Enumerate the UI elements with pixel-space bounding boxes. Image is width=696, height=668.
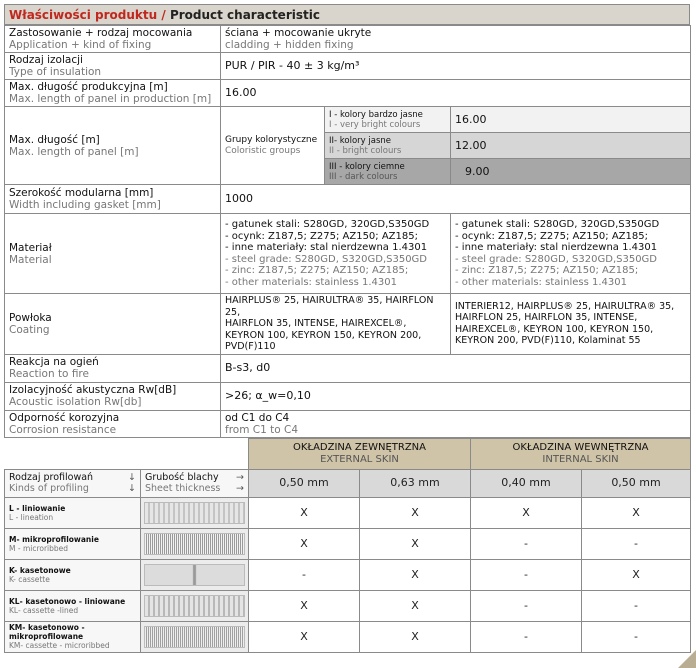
profile-row bbox=[5, 497, 691, 528]
profile-row bbox=[5, 528, 691, 559]
profile-image-km bbox=[141, 621, 249, 652]
value-coating-internal: INTERIER12, HAIRPLUS® 25, HAIRULTRA® 35, HAIRFLON 25, HAIRFLON 35, INTENSE, HAIREXCEL®, KEYRON 100, KEYRON 150, KEYRON 200, PVD(F)110, Kolaminat 55 bbox=[451, 294, 691, 355]
label-material: Materiał Material bbox=[5, 214, 221, 294]
skin-header-row bbox=[5, 438, 691, 469]
profile-row bbox=[5, 621, 691, 652]
profile-image-l bbox=[141, 497, 249, 528]
profile-label: L - liniowanie L - lineation bbox=[5, 497, 141, 528]
header-separator: / bbox=[157, 8, 170, 22]
panel-cassette-lined-image bbox=[144, 595, 245, 617]
label-coating: Powłoka Coating bbox=[5, 294, 221, 355]
value-max-production: 16.00 bbox=[221, 80, 691, 107]
mark-cell: - bbox=[471, 590, 582, 621]
row-fire bbox=[5, 354, 691, 382]
thickness-ext-2: 0,63 mm bbox=[360, 469, 471, 497]
mark-cell: - bbox=[582, 621, 691, 652]
internal-skin-header: OKŁADZINA WEWNĘTRZNA INTERNAL SKIN bbox=[471, 438, 691, 469]
profile-label: KM- kasetonowo - mikroprofilowane KM- cassette - microribbed bbox=[5, 621, 141, 652]
mark-cell: - bbox=[471, 528, 582, 559]
row-width bbox=[5, 185, 691, 214]
row-coating bbox=[5, 294, 691, 355]
thickness-row bbox=[5, 469, 691, 497]
mark-cell: X bbox=[582, 497, 691, 528]
label-application: Zastosowanie + rodzaj mocowania Application + kind of fixing bbox=[5, 26, 221, 53]
external-skin-header: OKŁADZINA ZEWNĘTRZNA EXTERNAL SKIN bbox=[249, 438, 471, 469]
value-application: ściana + mocowanie ukryte cladding + hidden fixing bbox=[221, 26, 691, 53]
header-title-pl: Właściwości produktu bbox=[9, 8, 158, 22]
thickness-ext-1: 0,50 mm bbox=[249, 469, 360, 497]
value-material-external: - gatunek stali: S280GD, 320GD,S350GD - ocynk: Z187,5; Z275; AZ150; AZ185; - inne materiały: stal nierdzewna 1.4301 - steel grade: S280GD, S320GD,S350GD - zinc: Z187,5; Z275; AZ150; AZ185; - other materials: stainless 1.4301 bbox=[221, 214, 451, 294]
value-material-internal: - gatunek stali: S280GD, 320GD,S350GD - ocynk: Z187,5; Z275; AZ150; AZ185; - inne materiały: stal nierdzewna 1.4301 - steel grade: S280GD, S320GD,S350GD - zinc: Z187,5; Z275; AZ150; AZ185; - other materials: stainless 1.4301 bbox=[451, 214, 691, 294]
group-1-value: 16.00 bbox=[451, 107, 691, 133]
label-width: Szerokość modularna [mm] Width including gasket [mm] bbox=[5, 185, 221, 214]
panel-lineation-image bbox=[144, 502, 245, 524]
header-title-en: Product characteristic bbox=[169, 8, 320, 22]
mark-cell: X bbox=[360, 590, 471, 621]
profile-image-m bbox=[141, 528, 249, 559]
group-3-value: 9.00 bbox=[451, 159, 691, 185]
profile-row bbox=[5, 559, 691, 590]
row-insulation bbox=[5, 53, 691, 80]
page-corner-decoration bbox=[678, 650, 696, 668]
row-max-production bbox=[5, 80, 691, 107]
mark-cell: X bbox=[360, 528, 471, 559]
thickness-int-2: 0,50 mm bbox=[582, 469, 691, 497]
row-acoustic bbox=[5, 382, 691, 410]
row-material bbox=[5, 214, 691, 294]
mark-cell: X bbox=[249, 528, 360, 559]
profile-row bbox=[5, 590, 691, 621]
label-color-groups: Grupy kolorystyczne Coloristic groups bbox=[221, 107, 325, 185]
row-corrosion bbox=[5, 410, 691, 437]
characteristics-table bbox=[4, 25, 691, 438]
value-coating-external: HAIRPLUS® 25, HAIRULTRA® 35, HAIRFLON 25, HAIRFLON 35, INTENSE, HAIREXCEL®, KEYRON 100, KEYRON 150, KEYRON 200, PVD(F)110 bbox=[221, 294, 451, 355]
arrow-down-icon: ↓ bbox=[128, 472, 136, 483]
thickness-int-1: 0,40 mm bbox=[471, 469, 582, 497]
profile-label: M- mikroprofilowanie M - microribbed bbox=[5, 528, 141, 559]
kinds-of-profiling-header: Rodzaj profilowań ↓ Kinds of profiling ↓ bbox=[5, 469, 141, 497]
label-max-production: Max. długość produkcyjna [m] Max. length of panel in production [m] bbox=[5, 80, 221, 107]
mark-cell: - bbox=[471, 621, 582, 652]
group-1-label: I - kolory bardzo jasne I - very bright colours bbox=[325, 107, 451, 133]
label-fire: Reakcja na ogień Reaction to fire bbox=[5, 354, 221, 382]
mark-cell: - bbox=[249, 559, 360, 590]
mark-cell: - bbox=[582, 590, 691, 621]
label-acoustic: Izolacyjność akustyczna Rw[dB] Acoustic isolation Rw[db] bbox=[5, 382, 221, 410]
profiling-table bbox=[4, 438, 691, 653]
value-fire: B-s3, d0 bbox=[221, 354, 691, 382]
value-width: 1000 bbox=[221, 185, 691, 214]
profile-label: KL- kasetonowo - liniowane KL- cassette -lined bbox=[5, 590, 141, 621]
product-sheet bbox=[4, 4, 690, 653]
arrow-right-icon: → bbox=[236, 483, 244, 494]
group-2-label: II- kolory jasne II - bright colours bbox=[325, 133, 451, 159]
profile-image-kl bbox=[141, 590, 249, 621]
mark-cell: - bbox=[582, 528, 691, 559]
mark-cell: X bbox=[249, 621, 360, 652]
mark-cell: X bbox=[360, 497, 471, 528]
label-corrosion: Odporność korozyjna Corrosion resistance bbox=[5, 410, 221, 437]
row-max-length-1 bbox=[5, 107, 691, 133]
value-insulation: PUR / PIR - 40 ± 3 kg/m³ bbox=[221, 53, 691, 80]
value-acoustic: >26; α_w=0,10 bbox=[221, 382, 691, 410]
label-insulation: Rodzaj izolacji Type of insulation bbox=[5, 53, 221, 80]
panel-microribbed-image bbox=[144, 533, 245, 555]
label-max-length: Max. długość [m] Max. length of panel [m] bbox=[5, 107, 221, 185]
mark-cell: - bbox=[471, 559, 582, 590]
sheet-thickness-header: Grubość blachy → Sheet thickness → bbox=[141, 469, 249, 497]
panel-cassette-image bbox=[144, 564, 245, 586]
panel-cassette-microribbed-image bbox=[144, 626, 245, 648]
arrow-down-icon: ↓ bbox=[128, 483, 136, 494]
profile-image-k bbox=[141, 559, 249, 590]
mark-cell: X bbox=[249, 497, 360, 528]
mark-cell: X bbox=[249, 590, 360, 621]
mark-cell: X bbox=[360, 621, 471, 652]
row-application bbox=[5, 26, 691, 53]
group-3-label: III - kolory ciemne III - dark colours bbox=[325, 159, 451, 185]
mark-cell: X bbox=[360, 559, 471, 590]
group-2-value: 12.00 bbox=[451, 133, 691, 159]
mark-cell: X bbox=[582, 559, 691, 590]
value-corrosion: od C1 do C4 from C1 to C4 bbox=[221, 410, 691, 437]
mark-cell: X bbox=[471, 497, 582, 528]
profile-label: K- kasetonowe K- cassette bbox=[5, 559, 141, 590]
arrow-right-icon: → bbox=[236, 472, 244, 483]
section-header bbox=[4, 4, 690, 25]
